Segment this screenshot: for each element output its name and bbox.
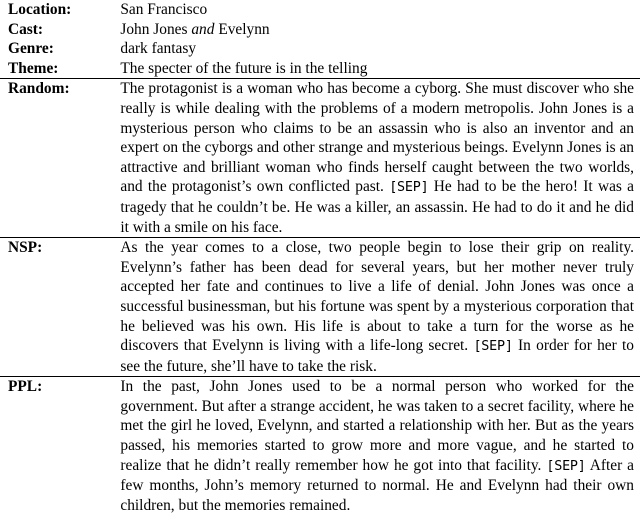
location-row	[0, 0, 640, 20]
genre-value: dark fantasy	[120, 40, 197, 58]
nsp-sample-label: NSP:	[0, 238, 120, 377]
random-sep-token: [SEP]	[389, 180, 429, 196]
random-sample-continuation: He had to be the hero! It was a tragedy that he couldn’t be. He was a killer, an assassin. He had to do it and he did it with a smile on his face.	[120, 178, 634, 236]
nsp-sep-token: [SEP]	[473, 339, 513, 355]
cast-value	[120, 20, 640, 40]
location-value: San Francisco	[120, 1, 208, 18]
theme-value: The specter of the future is in the telling	[120, 59, 368, 77]
random-sample-label: Random:	[0, 79, 120, 238]
ppl-sample-continuation: After a few months, John’s memory returned to normal. He and Evelynn had their own children, but the memories remained.	[120, 456, 634, 514]
ppl-sep-token: [SEP]	[546, 458, 586, 474]
random-sample-row	[0, 79, 640, 238]
ppl-sample-text	[120, 377, 640, 515]
nsp-sample-continuation: In order for her to see the future, she’ll have to take the risk.	[120, 337, 634, 375]
location-label: Location:	[8, 1, 72, 18]
random-sample-context: The protagonist is a woman who has become a cyborg. She must discover who she really is while dealing with the problems of a modern metropolis. John Jones is a mysterious person who claims to be an assassin who is also an inventor and an expert on the cyborgs and other strange and mysterious beings. Evelynn Jones is an attractive and brilliant woman who finds herself caught between the two worlds, and the protagonist’s own conflicted past.	[120, 80, 634, 196]
nsp-sample-row	[0, 238, 640, 377]
cast-label: Cast:	[8, 20, 44, 38]
ppl-sample-row	[0, 377, 640, 515]
theme-row	[0, 59, 640, 79]
cast-conjunction: and	[191, 20, 215, 38]
ppl-sample-label: PPL:	[0, 377, 120, 515]
nsp-sample-context: As the year comes to a close, two people begin to lose their grip on reality. Evelynn’s father has been dead for several years, but her mother never truly accepted her fate and continues to live a life of denial. John Jones was once a successful businessman, but his fortune was spent by a mysterious corporation that he believed was his own. His life is about to take a turn for the worse as he discovers that Evelynn is living with a life-long secret.	[120, 239, 634, 355]
ppl-sample-context: In the past, John Jones used to be a normal person who worked for the government. But after a strange accident, he was taken to a secret facility, where he met the girl he loved, Evelynn, and started a relationship with her. But as the years passed, his memories started to grow more and more vague, and he started to realize that he didn’t really remember how he got into that facility.	[120, 378, 634, 474]
genre-row	[0, 39, 640, 59]
cast-row	[0, 20, 640, 40]
cast-member-a: John Jones	[120, 20, 188, 38]
random-sample-text	[120, 79, 640, 238]
theme-label: Theme:	[8, 59, 59, 77]
genre-label: Genre:	[8, 40, 54, 58]
cast-member-b: Evelynn	[218, 20, 270, 38]
nsp-sample-text	[120, 238, 640, 377]
